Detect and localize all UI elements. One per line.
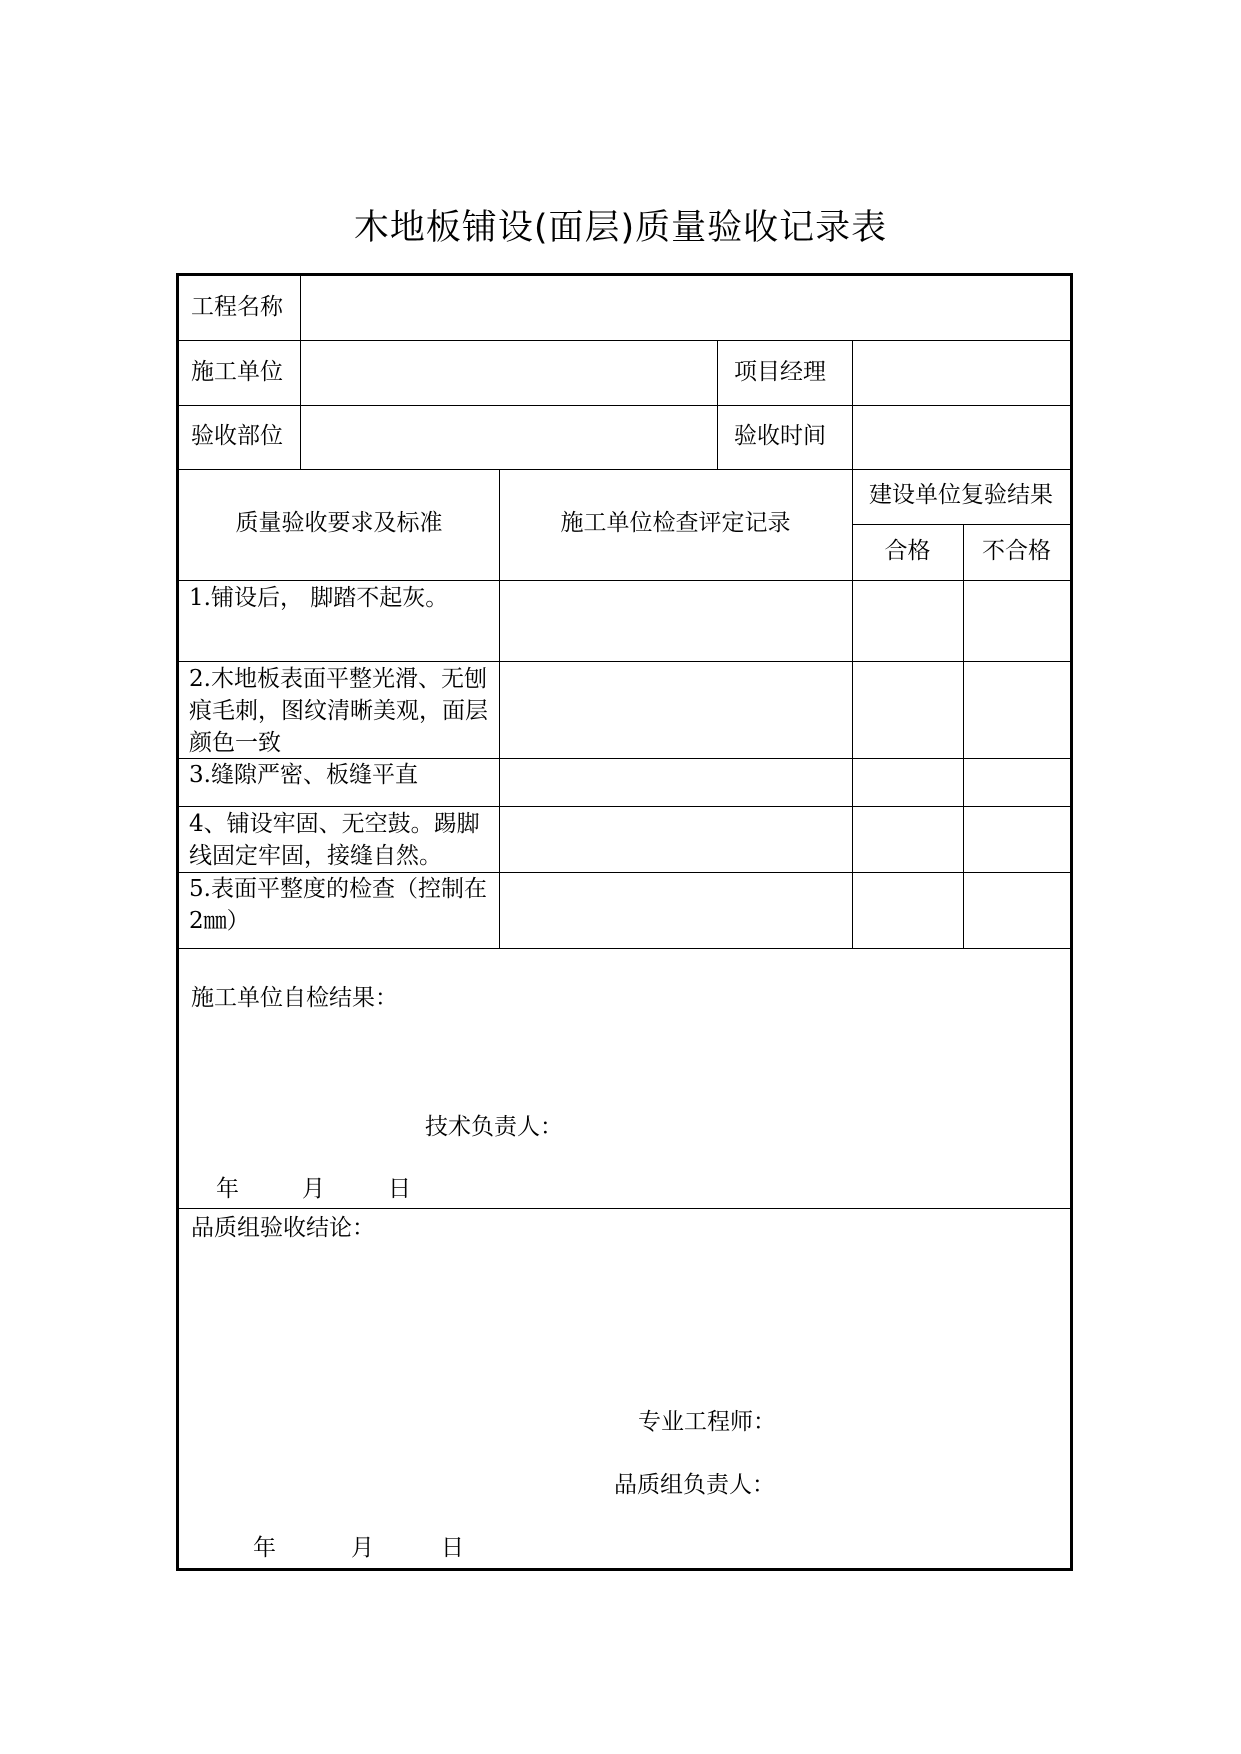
col-contractor-record: 施工单位检查评定记录 xyxy=(560,510,791,536)
quality-lead-label: 品质组负责人： xyxy=(614,1472,775,1498)
project-name-label: 工程名称 xyxy=(191,294,283,320)
item-4: 4、铺设牢固、无空鼓。踢脚线固定牢固，接缝自然。 xyxy=(189,811,480,869)
conclusion-year: 年 xyxy=(253,1535,276,1561)
engineer-label: 专业工程师： xyxy=(638,1409,776,1435)
item-2: 2.木地板表面平整光滑、无刨痕毛刺，图纹清晰美观，面层颜色一致 xyxy=(189,666,488,756)
tech-lead-label: 技术负责人： xyxy=(425,1114,563,1140)
item-1: 1.铺设后， 脚踏不起灰。 xyxy=(189,585,449,611)
col-fail: 不合格 xyxy=(982,538,1051,564)
col-requirements: 质量验收要求及标准 xyxy=(235,510,443,536)
conclusion-label: 品质组验收结论： xyxy=(191,1215,375,1241)
project-manager-label: 项目经理 xyxy=(734,359,826,385)
acceptance-form xyxy=(176,273,1073,1571)
self-check-label: 施工单位自检结果： xyxy=(191,985,398,1011)
item-5: 5.表面平整度的检查（控制在2㎜） xyxy=(189,876,487,934)
contractor-label: 施工单位 xyxy=(191,359,283,385)
conclusion-month: 月 xyxy=(351,1535,374,1561)
col-owner-recheck: 建设单位复验结果 xyxy=(869,482,1053,508)
col-pass: 合格 xyxy=(884,538,931,564)
conclusion-day: 日 xyxy=(441,1535,464,1561)
item-3: 3.缝隙严密、板缝平直 xyxy=(189,762,418,788)
self-check-year: 年 xyxy=(216,1176,239,1202)
acceptance-part-label: 验收部位 xyxy=(191,423,283,449)
self-check-month: 月 xyxy=(302,1176,325,1202)
acceptance-time-label: 验收时间 xyxy=(734,423,826,449)
form-title: 木地板铺设(面层)质量验收记录表 xyxy=(353,208,888,248)
self-check-day: 日 xyxy=(388,1176,411,1202)
